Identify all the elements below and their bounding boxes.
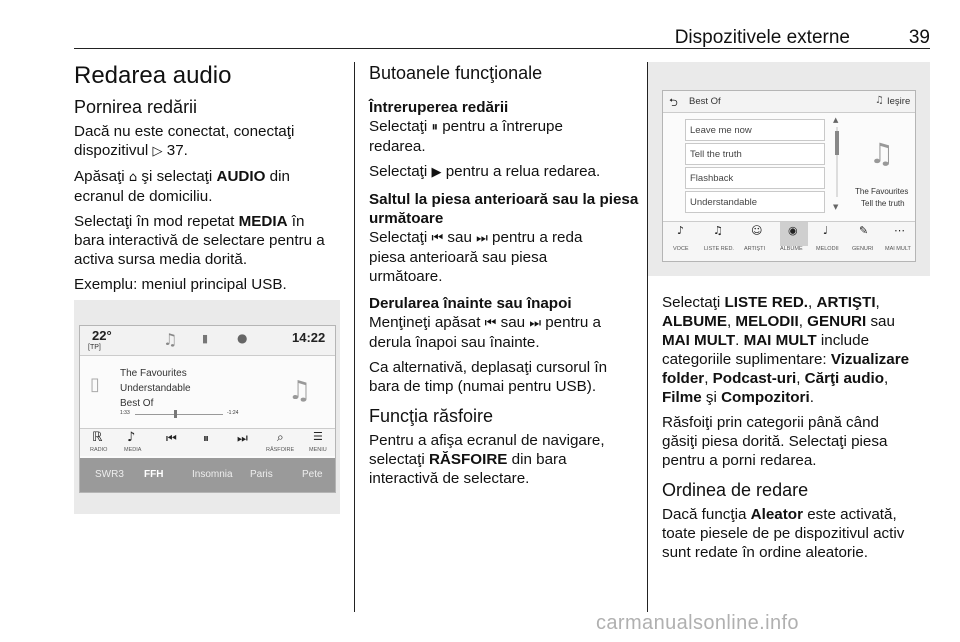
text: . [809, 389, 814, 406]
text: pentru a întrerupe [437, 118, 563, 135]
menu-icon[interactable]: ☰ [313, 430, 323, 443]
track-title: Understandable [120, 383, 191, 394]
text: în [287, 213, 305, 230]
column-2 [369, 62, 639, 488]
text: pentru a [541, 314, 601, 331]
column-divider-1 [354, 62, 355, 612]
exit-button[interactable]: Ieşire [887, 96, 911, 107]
phone-icon: ▮ [202, 332, 209, 345]
page-reference: 37. [166, 142, 188, 159]
paragraph-browse-select [662, 413, 930, 470]
text: MEDIA [238, 213, 288, 230]
section-heading-browse: Funcţia răsfoire [369, 406, 494, 426]
skip-previous-icon: ⏮ [484, 316, 497, 331]
album-art-icon: ♫ [869, 137, 895, 170]
skip-next-icon: ⏭ [529, 316, 542, 331]
time-bar-cursor[interactable] [174, 410, 177, 418]
text: Dacă nu este conectat, conectaţi [74, 123, 295, 140]
text: MAI MULT [662, 332, 736, 349]
album-icon[interactable]: ◉ [788, 224, 798, 237]
back-icon[interactable]: ⮌ [669, 96, 678, 109]
elapsed-time: 1:33 [120, 410, 130, 416]
album-track: Tell the truth [861, 199, 905, 208]
text: folder [662, 370, 705, 387]
text: sau [866, 313, 895, 330]
list-item[interactable] [685, 191, 825, 213]
album-artist: The Favourites [855, 187, 909, 196]
text: , [726, 313, 736, 330]
list-item[interactable] [685, 143, 825, 165]
list-item-label: Leave me now [690, 125, 752, 136]
browse-title: Best Of [689, 96, 721, 107]
list-item[interactable] [685, 167, 825, 189]
album-art-icon: ♫ [288, 376, 312, 406]
text: , [796, 370, 805, 387]
text: sau [496, 314, 530, 331]
text: Dacă funcţia [662, 506, 751, 523]
text: piesa anterioară sau piesa [369, 249, 548, 266]
text: derula înapoi sau înainte. [369, 334, 540, 351]
text: Răsfoiţi prin categorii până când [662, 414, 879, 431]
right-triangle-icon: ▷ [152, 144, 163, 159]
text: următoare [369, 210, 444, 227]
paragraph-connect [74, 122, 344, 161]
paragraph-seek [369, 313, 639, 352]
radio-icon[interactable]: ℝ [92, 430, 103, 445]
text: Selectaţi [369, 118, 432, 135]
paragraph-select-media [74, 212, 344, 269]
tab-playlists[interactable]: LISTE RED. [704, 246, 734, 252]
clock: 14:22 [292, 330, 326, 345]
tab-genres[interactable]: GENURI [852, 246, 874, 252]
list-item[interactable] [685, 119, 825, 141]
voice-icon[interactable]: ♪ [677, 224, 685, 237]
subsection-heading: Pornirea redării [74, 97, 198, 117]
text: RĂSFOIRE [428, 451, 508, 468]
tab-more[interactable]: MAI MULT [885, 246, 911, 252]
text: , [883, 370, 889, 387]
text: LISTE RED. [724, 294, 809, 311]
remaining-time: -1:24 [227, 410, 239, 416]
list-item-label: Tell the truth [690, 149, 742, 160]
text: Menţineţi apăsat [369, 314, 485, 331]
text: Apăsaţi [74, 168, 129, 185]
paragraph-press-home [74, 167, 344, 206]
paragraph-browse [369, 431, 639, 488]
scrollbar-thumb[interactable] [835, 131, 839, 155]
text: MELODII [735, 313, 799, 330]
text: Compozitori [721, 389, 810, 406]
tab-albums[interactable]: ALBUME [780, 246, 803, 252]
text: bara interactivă de selectare pentru a [74, 232, 325, 249]
text: AUDIO [216, 168, 266, 185]
preset-button[interactable]: Pete [302, 469, 323, 480]
music-note-icon: ♫ [875, 95, 884, 106]
text: Selectaţi în mod repetat [74, 213, 239, 230]
text: sunt redate în ordine aleatorie. [662, 544, 869, 561]
artist-icon[interactable]: ☺ [751, 224, 763, 237]
navigation-icon: ● [237, 331, 248, 345]
text: ecranul de domiciliu. [74, 188, 213, 205]
text: MAI MULT [743, 332, 817, 349]
radio-button-label[interactable]: RADIO [90, 447, 108, 453]
text: ARTIŞTI [816, 294, 876, 311]
scroll-up-icon[interactable]: ▲ [833, 116, 839, 124]
music-note-icon: ♫ [163, 330, 178, 349]
section-heading: Redarea audio [74, 62, 232, 89]
media-button-label[interactable]: MEDIA [124, 447, 142, 453]
page-header-title: Dispozitivele externe [674, 27, 850, 48]
more-icon[interactable]: ⋯ [894, 224, 905, 237]
text: este activată, [802, 506, 897, 523]
text: pentru a relua redarea. [441, 163, 601, 180]
paragraph-pause [369, 117, 639, 156]
text: Selectaţi [369, 229, 432, 246]
text: , [808, 294, 817, 311]
text: din bara [507, 451, 567, 468]
infotainment-screen [79, 325, 336, 493]
text: găsiţi piesa dorită. Selectaţi piesa [662, 433, 888, 450]
home-icon: ⌂ [128, 170, 138, 185]
pause-icon[interactable]: ⏸ [203, 431, 210, 445]
text: categoriile suplimentare: [662, 351, 831, 368]
preset-button[interactable]: Paris [250, 469, 273, 480]
text: activa sursa media dorită. [74, 251, 248, 268]
page-number: 39 [908, 27, 930, 48]
page-header [74, 24, 930, 50]
text: pentru a reda [487, 229, 583, 246]
skip-previous-icon: ⏮ [431, 231, 444, 246]
text: selectaţi [369, 451, 429, 468]
usb-main-menu-screenshot [74, 300, 340, 514]
subheading-skip [369, 190, 639, 228]
text: interactivă de selectare. [369, 470, 530, 487]
text: şi [701, 389, 722, 406]
subheading-pause: Întreruperea redării [369, 99, 509, 116]
text: toate piesele de pe dispozitivul activ [662, 525, 905, 542]
paragraph-categories [662, 293, 930, 407]
scroll-down-icon[interactable]: ▼ [833, 203, 839, 211]
text: , [704, 370, 713, 387]
paragraph-example: Exemplu: meniul principal USB. [74, 276, 287, 293]
subheading-seek: Derularea înainte sau înapoi [369, 295, 572, 312]
text: Pentru a afişa ecranul de navigare, [369, 432, 605, 449]
tab-artists[interactable]: ARTIŞTI [744, 246, 765, 252]
text: bara de timp (numai pentru USB). [369, 378, 597, 395]
song-icon[interactable]: ♩ [823, 224, 829, 237]
text: Saltul la piesa anterioară sau la piesa [369, 191, 639, 208]
skip-next-icon: ⏭ [476, 231, 488, 246]
list-item-label: Flashback [690, 173, 734, 184]
time-bar[interactable] [135, 414, 223, 415]
watermark: carmanualsonline.info [596, 612, 799, 634]
browse-button-label[interactable]: RĂSFOIRE [266, 447, 295, 453]
text: include [816, 332, 870, 349]
text: Ca alternativă, deplasaţi cursorul în [369, 359, 608, 376]
text: şi selectaţi [137, 168, 217, 185]
text: Selectaţi [369, 163, 432, 180]
preset-button[interactable]: Insomnia [192, 469, 233, 480]
text: pentru a porni redarea. [662, 452, 817, 469]
track-artist: The Favourites [120, 368, 187, 379]
paragraph-alternative [369, 358, 639, 396]
text: următoare. [369, 268, 443, 285]
temperature: 22° [92, 328, 112, 343]
browse-search-icon[interactable]: ⌕ [277, 430, 284, 444]
paragraph-resume [369, 162, 639, 182]
track-album: Best Of [120, 398, 154, 409]
infotainment-screen [662, 90, 916, 262]
genre-icon[interactable]: ✎ [859, 224, 869, 237]
paragraph-shuffle [662, 505, 930, 562]
skip-next-icon[interactable]: ⏭ [237, 431, 248, 445]
text: din [265, 168, 290, 185]
text: ALBUME [662, 313, 727, 330]
media-note-icon[interactable]: ♪ [127, 430, 136, 445]
text: GENURI [807, 313, 867, 330]
section-heading-playback-order: Ordinea de redare [662, 480, 809, 500]
menu-button-label[interactable]: MENIU [309, 447, 327, 453]
pause-icon: ⏸ [431, 120, 438, 135]
list-item-label: Understandable [690, 197, 758, 208]
text: dispozitivul [74, 142, 153, 159]
preset-button[interactable]: FFH [144, 469, 164, 480]
playlist-icon[interactable]: ♫ [713, 224, 723, 237]
column-1 [74, 62, 344, 294]
text: Aleator [750, 506, 803, 523]
column-3 [662, 293, 930, 562]
text: . [735, 332, 744, 349]
paragraph-skip [369, 228, 639, 286]
text: sau [443, 229, 477, 246]
header-rule [74, 48, 930, 49]
text: Cărţi audio [804, 370, 884, 387]
tab-voice[interactable]: VOCE [673, 246, 689, 252]
skip-previous-icon[interactable]: ⏮ [166, 431, 177, 445]
preset-button[interactable]: SWR3 [95, 469, 124, 480]
usb-device-icon: ▯ [90, 374, 100, 395]
browse-screen-screenshot [648, 62, 930, 276]
text: Filme [662, 389, 702, 406]
section-heading: Butoanele funcţionale [369, 63, 543, 83]
tp-indicator: [TP] [88, 344, 101, 351]
text: , [875, 294, 880, 311]
play-icon: ▶ [431, 165, 442, 180]
text: , [798, 313, 808, 330]
text: Vizualizare [830, 351, 910, 368]
text: Selectaţi [662, 294, 725, 311]
tab-songs[interactable]: MELODII [816, 246, 839, 252]
text: redarea. [369, 138, 426, 155]
text: Podcast-uri [712, 370, 797, 387]
